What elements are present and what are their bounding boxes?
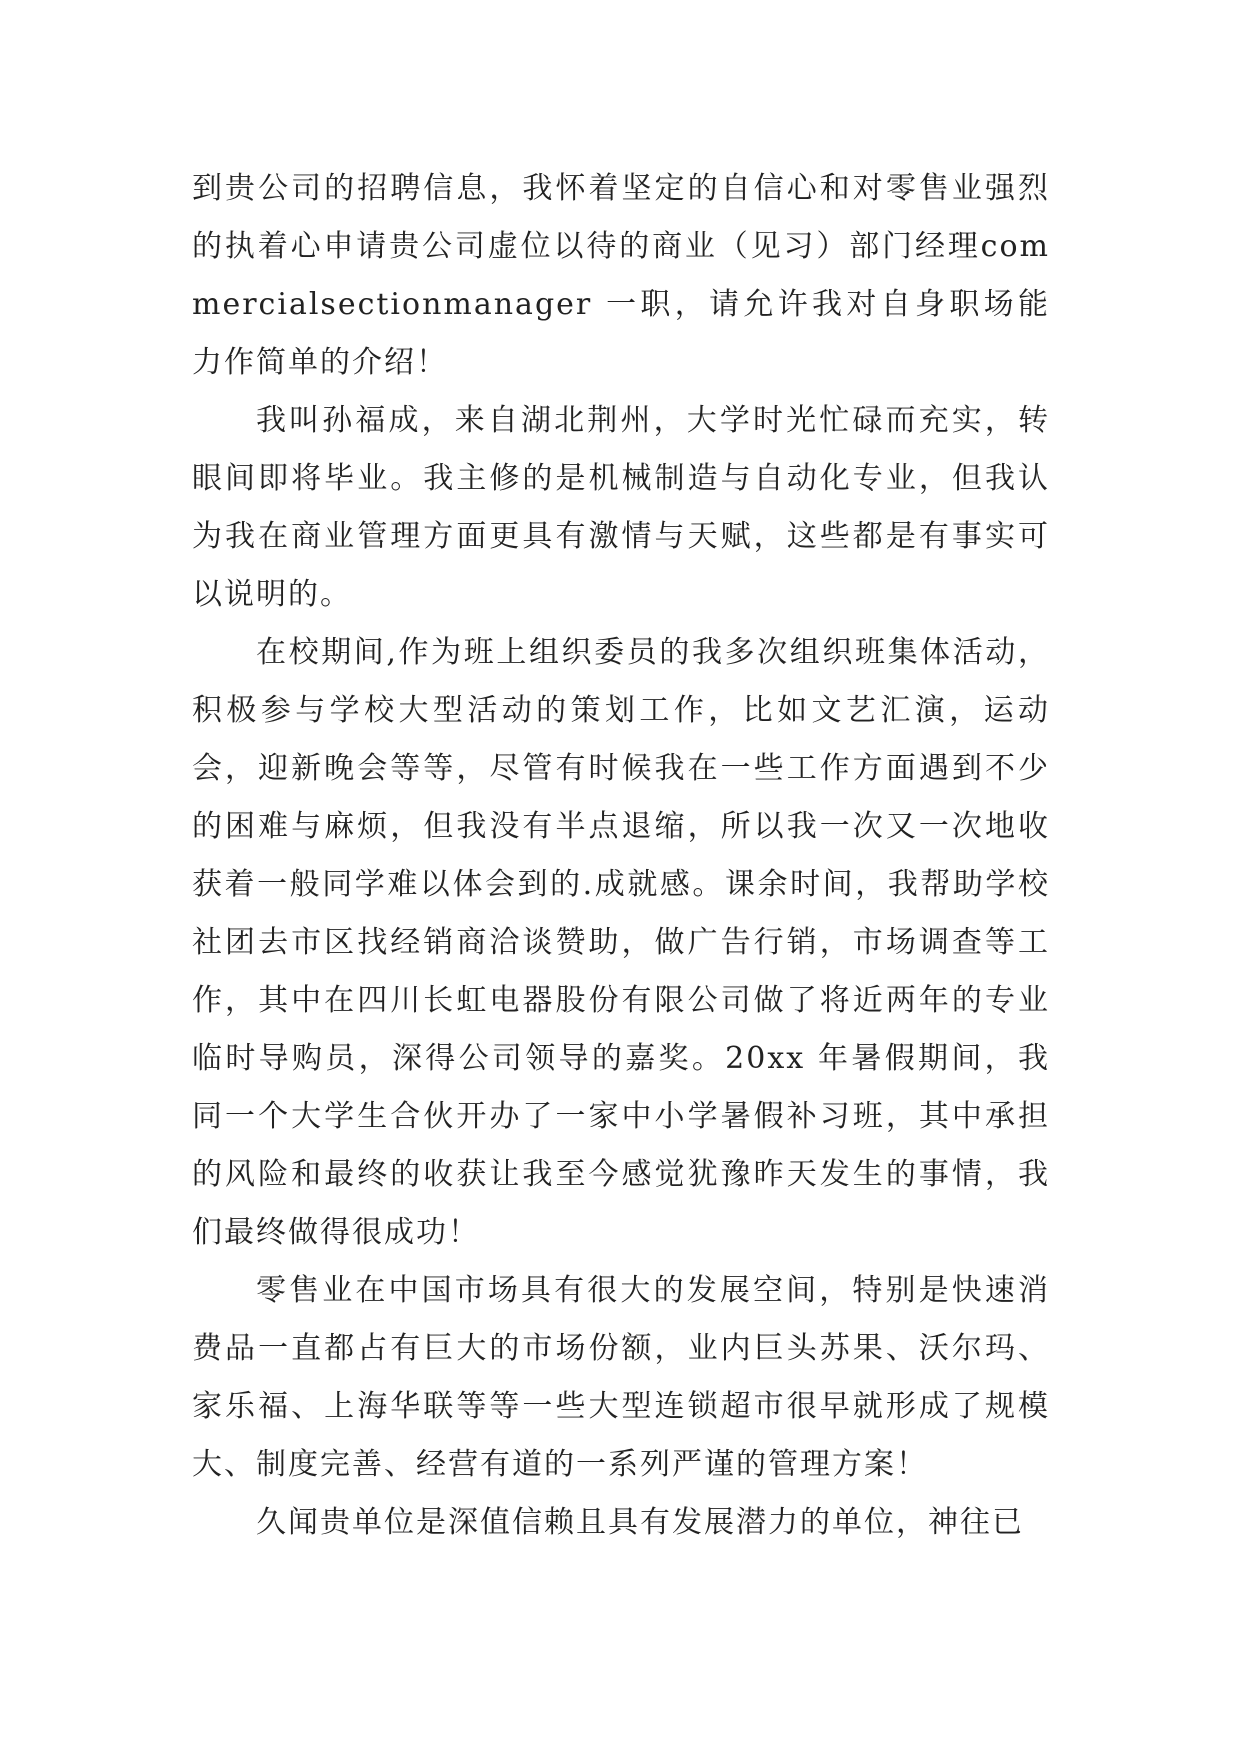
- paragraph-intro: 到贵公司的招聘信息，我怀着坚定的自信心和对零售业强烈的执着心申请贵公司虚位以待的商业（见习）部门经理commercialsectionmanager 一职，请允许我对自身职场能力作简单的介绍！: [192, 171, 1050, 380]
- paragraph-school-experience: 在校期间,作为班上组织委员的我多次组织班集体活动，积极参与学校大型活动的策划工作，比如文艺汇演，运动会，迎新晚会等等，尽管有时候我在一些工作方面遇到不少的困难与麻烦，但我没有半点退缩，所以我一次又一次地收获着一般同学难以体会到的.成就感。课余时间，我帮助学校社团去市区找经销商洽谈赞助，做广告行销，市场调查等工作，其中在四川长虹电器股份有限公司做了将近两年的专业临时导购员，深得公司领导的嘉奖。20xx 年暑假期间，我同一个大学生合伙开办了一家中小学暑假补习班，其中承担的风险和最终的收获让我至今感觉犹豫昨天发生的事情，我们最终做得很成功！: [192, 635, 1050, 1250]
- paragraph-self-introduction: 我叫孙福成，来自湖北荆州，大学时光忙碌而充实，转眼间即将毕业。我主修的是机械制造与自动化专业，但我认为我在商业管理方面更具有激情与天赋，这些都是有事实可以说明的。: [192, 403, 1050, 612]
- paragraph-retail-industry: 零售业在中国市场具有很大的发展空间，特别是快速消费品一直都占有巨大的市场份额，业内巨头苏果、沃尔玛、家乐福、上海华联等等一些大型连锁超市很早就形成了规模大、制度完善、经营有道的一系列严谨的管理方案！: [192, 1273, 1050, 1482]
- document-body: [192, 160, 1050, 1552]
- paragraph-closing: 久闻贵单位是深值信赖且具有发展潜力的单位，神往已: [256, 1505, 1024, 1540]
